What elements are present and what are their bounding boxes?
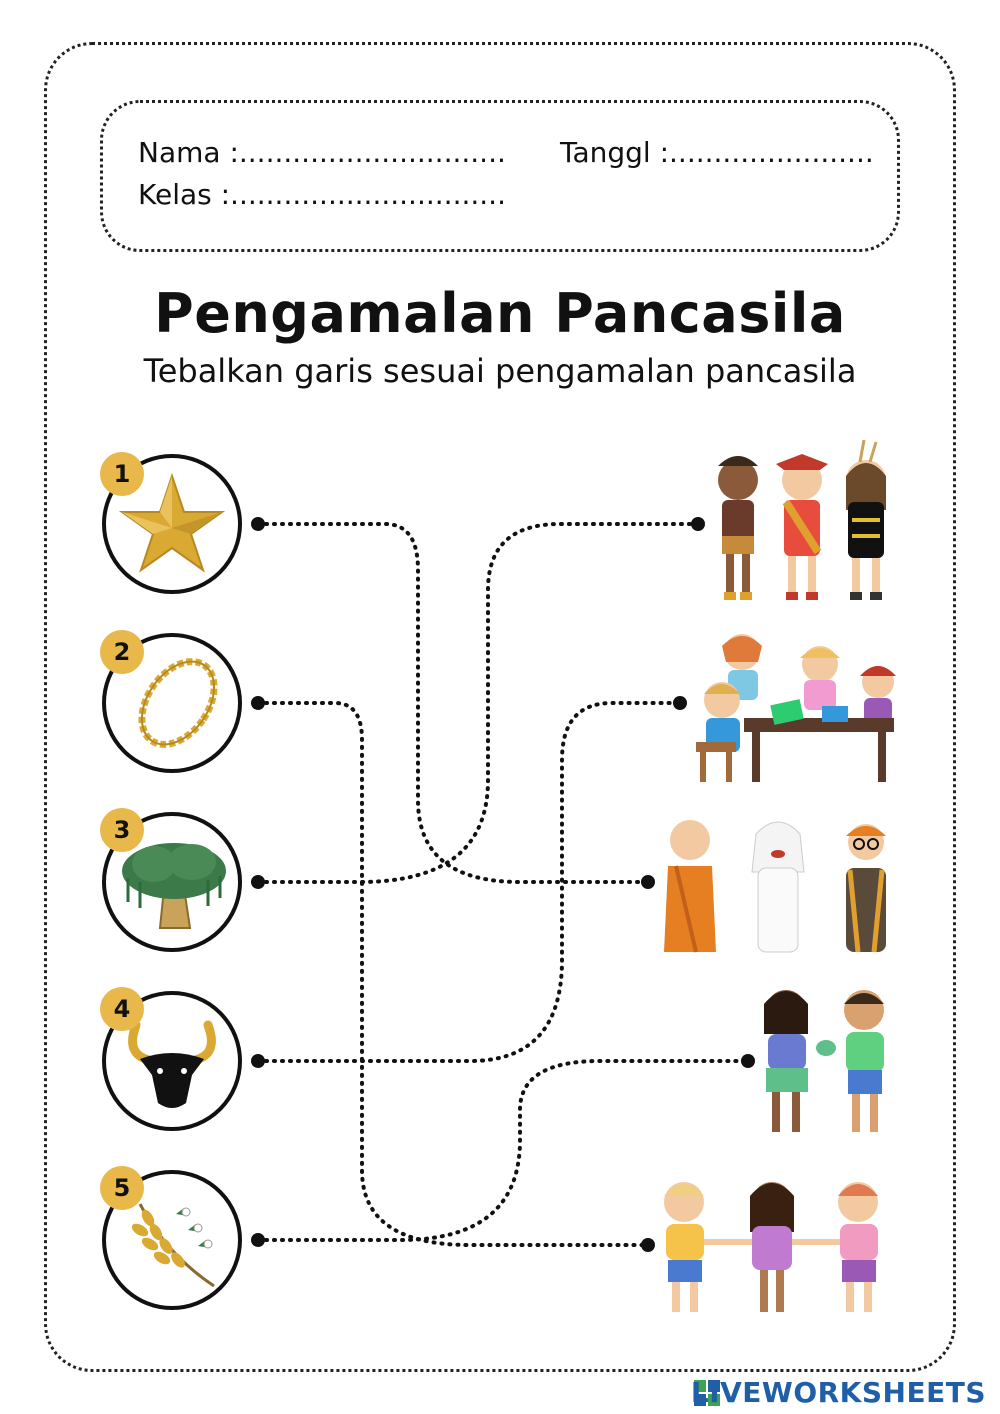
dot-left-3 bbox=[251, 875, 265, 889]
monk-figure bbox=[664, 820, 716, 952]
gift-flower bbox=[816, 1040, 836, 1056]
dot-left-4 bbox=[251, 1054, 265, 1068]
dot-right-5 bbox=[641, 1238, 655, 1252]
name-field[interactable]: Nama :.............................. bbox=[138, 136, 506, 169]
child-figure bbox=[664, 1182, 704, 1312]
dot-left-5 bbox=[251, 1233, 265, 1247]
class-field[interactable]: Kelas :............................... bbox=[138, 178, 506, 211]
child-figure bbox=[718, 456, 758, 600]
child-figure bbox=[846, 440, 886, 600]
number-badge-4: 4 bbox=[100, 987, 144, 1031]
date-field[interactable]: Tanggl :....................... bbox=[560, 136, 874, 169]
children-sharing-gift-image[interactable] bbox=[752, 984, 904, 1140]
dot-left-2 bbox=[251, 696, 265, 710]
liveworksheets-brand: LIVEWORKSHEETS bbox=[690, 1376, 986, 1409]
page-title: Pengamalan Pancasila bbox=[154, 282, 846, 345]
boy-figure bbox=[844, 990, 884, 1132]
children-traditional-clothes-image[interactable] bbox=[700, 440, 910, 612]
dot-right-3 bbox=[641, 875, 655, 889]
dot-left-1 bbox=[251, 517, 265, 531]
children-holding-hands-image[interactable] bbox=[654, 1176, 900, 1316]
elder-figure bbox=[846, 824, 886, 952]
number-badge-5: 5 bbox=[100, 1166, 144, 1210]
children-discussion-table-image[interactable] bbox=[692, 622, 904, 786]
number-badge-1: 1 bbox=[100, 452, 144, 496]
number-badge-2: 2 bbox=[100, 630, 144, 674]
trace-line-2 bbox=[258, 703, 648, 1245]
child-figure bbox=[776, 454, 828, 600]
arab-figure bbox=[752, 822, 804, 952]
instruction: Tebalkan garis sesuai pengamalan pancasila bbox=[143, 352, 857, 390]
number-badge-3: 3 bbox=[100, 808, 144, 852]
girl-figure bbox=[764, 990, 808, 1132]
child-figure bbox=[838, 1182, 878, 1312]
child-figure bbox=[750, 1182, 794, 1312]
dot-right-2 bbox=[673, 696, 687, 710]
people-different-religions-image[interactable] bbox=[656, 812, 904, 960]
